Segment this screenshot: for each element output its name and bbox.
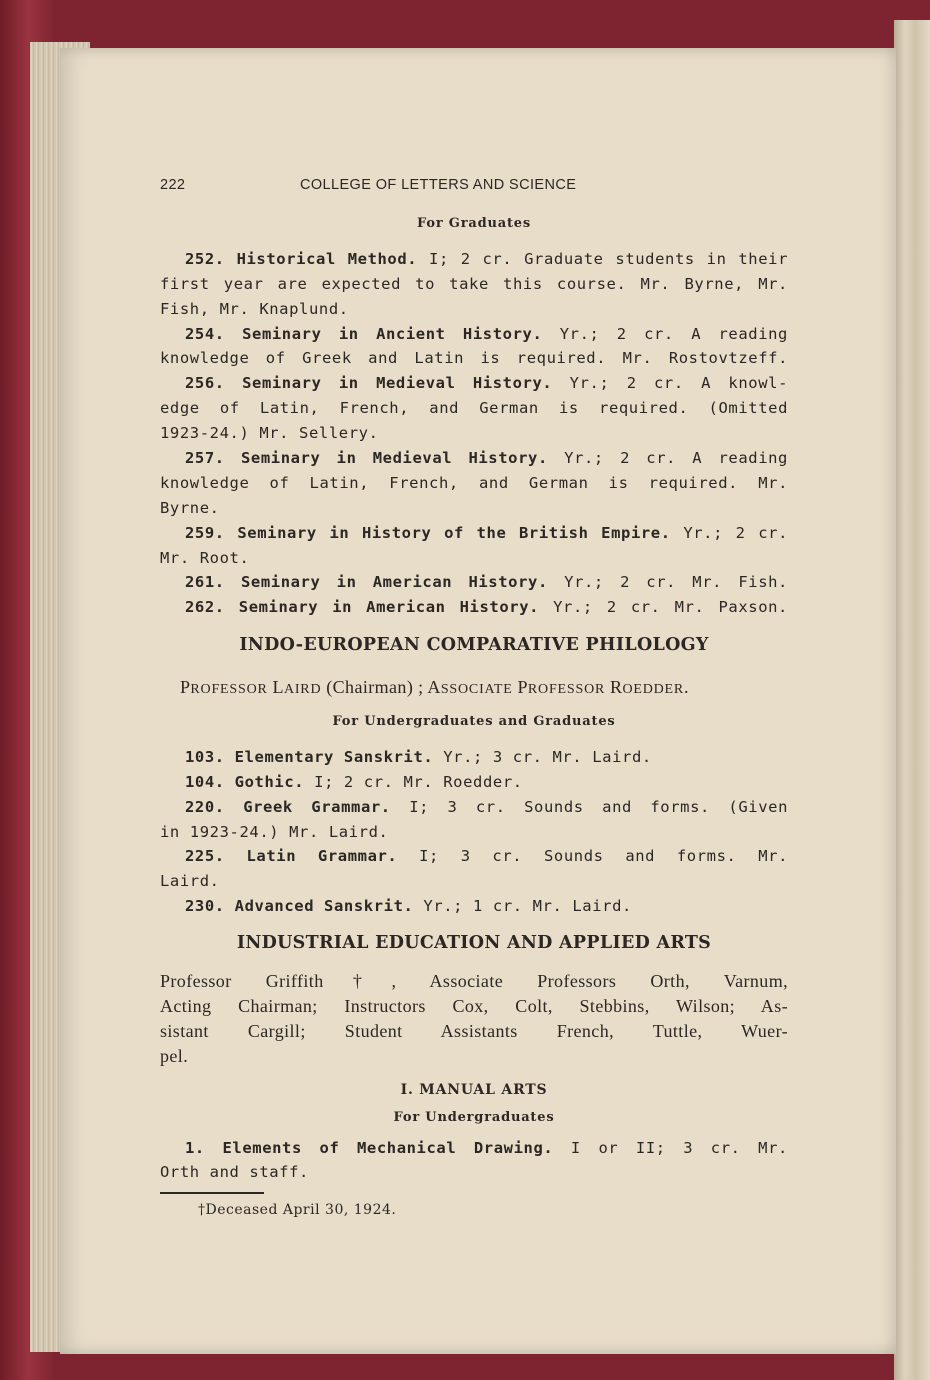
faculty-list: Acting Chairman; Instructors Cox, Colt, Stebbins, Wilson; As- bbox=[160, 996, 788, 1016]
course-line: 261. Seminary in American History. Yr.; 2 cr. Mr. Fish. bbox=[185, 573, 788, 591]
subhead-undergraduates-graduates: For Undergraduates and Graduates bbox=[332, 714, 616, 729]
course-line: Laird. bbox=[160, 872, 220, 890]
running-title: COLLEGE OF LETTERS AND SCIENCE bbox=[300, 177, 577, 193]
faculty-list: Professor Griffith†, Associate Professors Orth, Varnum, bbox=[160, 971, 788, 991]
book-gutter bbox=[894, 20, 930, 1380]
section-heading: I. MANUAL ARTS bbox=[400, 1082, 548, 1098]
course-line: 259. Seminary in History of the British Empire. Yr.; 2 cr. bbox=[185, 524, 789, 542]
course-line: 252. Historical Method. I; 2 cr. Graduate students in their bbox=[185, 250, 789, 268]
course-line: knowledge of Latin, French, and German is required. Mr. bbox=[160, 474, 788, 492]
subhead-undergraduates: For Undergraduates bbox=[393, 1110, 555, 1125]
course-line: in 1923-24.) Mr. Laird. bbox=[160, 823, 389, 841]
course-line: 225. Latin Grammar. I; 3 cr. Sounds and forms. Mr. bbox=[185, 847, 789, 865]
course-line: Byrne. bbox=[160, 499, 220, 517]
course-line: 230. Advanced Sanskrit. Yr.; 1 cr. Mr. Laird. bbox=[185, 897, 632, 915]
course-line: 256. Seminary in Medieval History. Yr.; 2 cr. A knowl- bbox=[185, 374, 788, 392]
course-line: 254. Seminary in Ancient History. Yr.; 2 cr. A reading bbox=[185, 325, 788, 343]
course-line: Fish, Mr. Knaplund. bbox=[160, 300, 349, 318]
footnote: †Deceased April 30, 1924. bbox=[198, 1202, 397, 1218]
running-header bbox=[160, 173, 788, 198]
course-line: 1923-24.) Mr. Sellery. bbox=[160, 424, 379, 442]
course-line: 104. Gothic. I; 2 cr. Mr. Roedder. bbox=[185, 773, 523, 791]
book-page bbox=[60, 48, 896, 1354]
course-line: 262. Seminary in American History. Yr.; 2 cr. Mr. Paxson. bbox=[185, 598, 788, 616]
course-line: 220. Greek Grammar. I; 3 cr. Sounds and forms. (Given bbox=[185, 798, 789, 816]
course-line: Orth and staff. bbox=[160, 1163, 309, 1181]
footnote-rule bbox=[160, 1192, 264, 1194]
course-line: knowledge of Greek and Latin is required. Mr. Rostovtzeff. bbox=[160, 349, 788, 367]
course-line: Mr. Root. bbox=[160, 549, 250, 567]
course-line: first year are expected to take this course. Mr. Byrne, Mr. bbox=[160, 275, 788, 293]
department-heading: INDO-EUROPEAN COMPARATIVE PHILOLOGY bbox=[239, 635, 709, 655]
course-line: 1. Elements of Mechanical Drawing. I or II; 3 cr. Mr. bbox=[185, 1139, 788, 1157]
course-line: edge of Latin, French, and German is required. (Omitted bbox=[160, 399, 788, 417]
page-number: 222 bbox=[160, 177, 186, 193]
department-heading: INDUSTRIAL EDUCATION AND APPLIED ARTS bbox=[236, 933, 712, 953]
faculty-list: sistant Cargill; Student Assistants French, Tuttle, Wuer- bbox=[160, 1021, 788, 1041]
course-line: 257. Seminary in Medieval History. Yr.; 2 cr. A reading bbox=[185, 449, 788, 467]
course-line: 103. Elementary Sanskrit. Yr.; 3 cr. Mr. Laird. bbox=[185, 748, 652, 766]
subhead-graduates: For Graduates bbox=[417, 216, 531, 231]
faculty-list: PROFESSOR LAIRD (Chairman) ; ASSOCIATE PROFESSOR ROEDDER. bbox=[180, 677, 689, 697]
faculty-list: pel. bbox=[160, 1046, 189, 1066]
